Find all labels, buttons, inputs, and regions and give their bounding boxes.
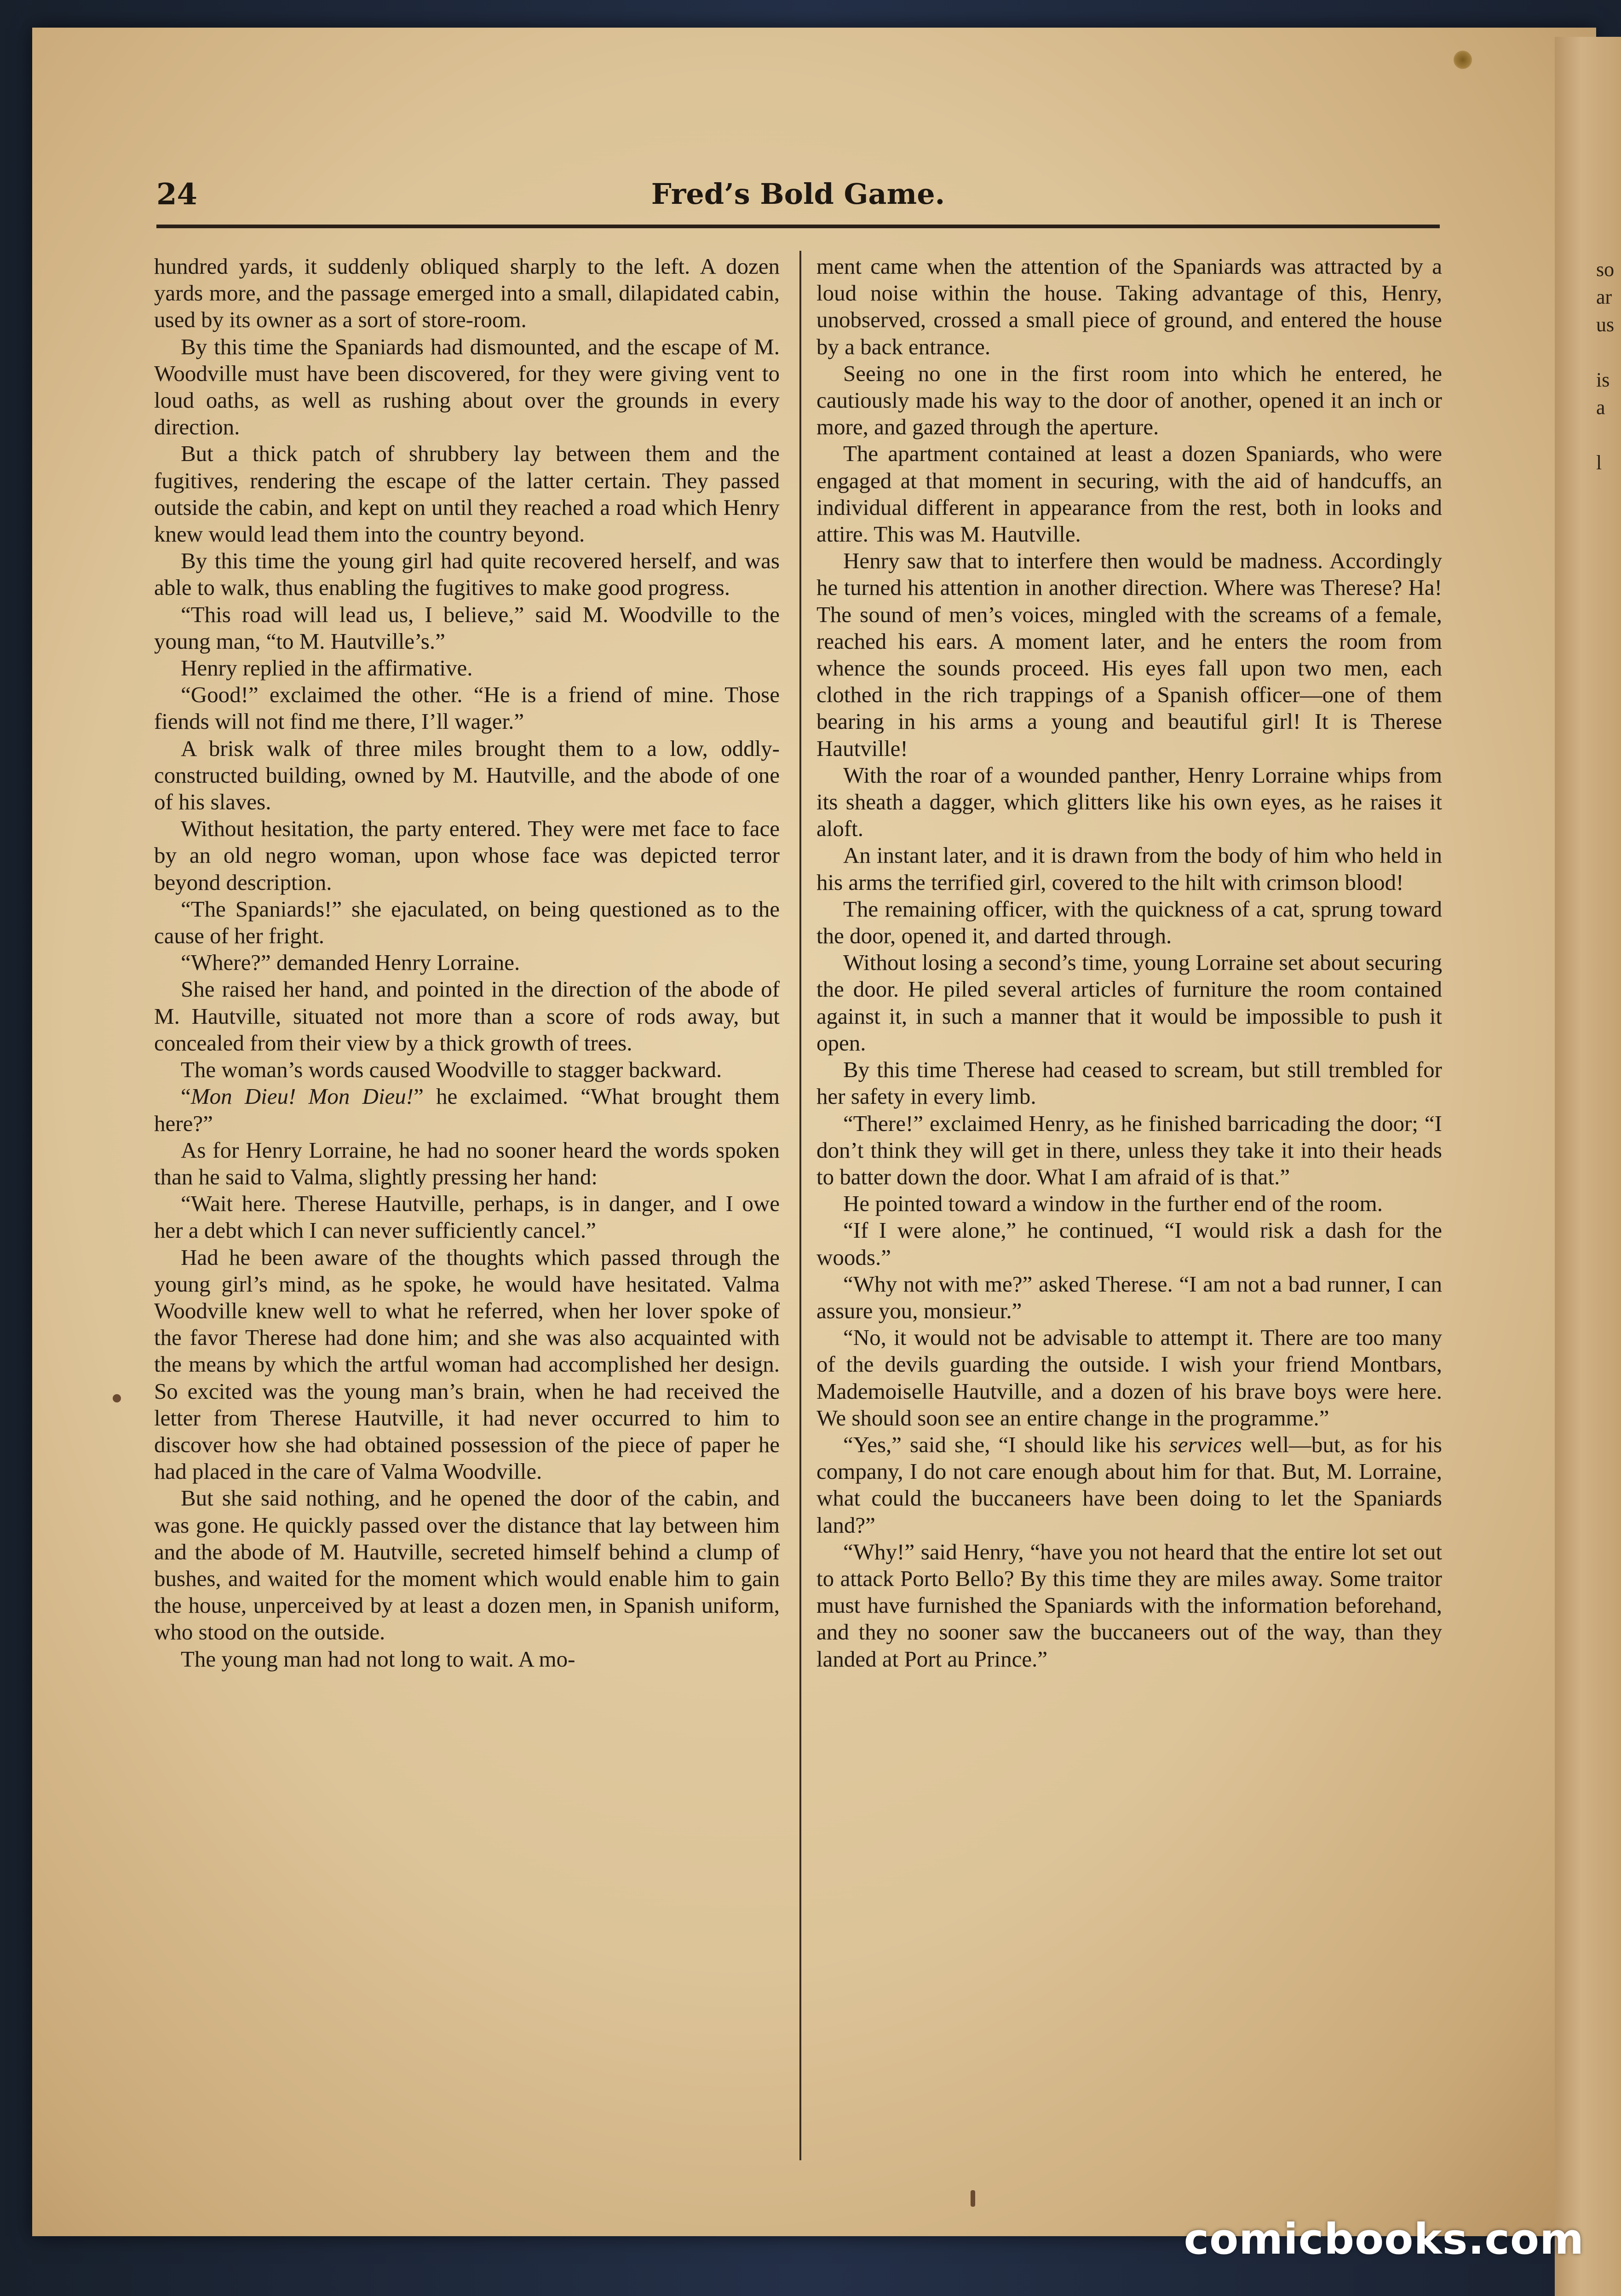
paragraph: A brisk walk of three miles brought them to a low, oddly-constructed building, owned by M. Hautville, and the abode of one of his slaves. [154, 735, 780, 815]
left-column [154, 253, 780, 1673]
paragraph: “There!” exclaimed Henry, as he finished barricading the door; “I don’t think they will get in there, unless they take it into their heads to batter down the door. What I am afraid of is that.” [816, 1110, 1442, 1189]
paragraph: As for Henry Lorraine, he had no sooner heard the words spoken than he said to Valma, slightly pressing her hand: [154, 1137, 780, 1189]
paragraph: “The Spaniards!” she ejaculated, on being questioned as to the cause of her fright. [154, 896, 780, 949]
paragraph: The woman’s words caused Woodville to stagger backward. [181, 1057, 722, 1083]
italic-phrase: Mon Dieu! Mon Dieu! [190, 1084, 414, 1109]
paragraph: Seeing no one in the first room into which he entered, he cautiously made his way to the door of another, opened it an inch or more, and gazed through the aperture. [816, 360, 1442, 440]
right-column [816, 253, 1442, 1673]
paragraph: “Where?” demanded Henry Lorraine. [181, 950, 520, 975]
paragraph: Had he been aware of the thoughts which passed through the young girl’s mind, as he spoke, he would have hesitated. Valma Woodville knew well to what he referred, when her lover spoke of the favor Therese had done him; and she was also acquainted with the means by which the artful woman had accomplished her design. So excited was the young man’s brain, when he had received the letter from Therese Hautville, it had never occurred to him to discover how she had obtained possession of the piece of paper he had placed in the care of Valma Woodville. [154, 1244, 780, 1484]
page-number: 24 [156, 177, 198, 212]
paragraph: But a thick patch of shrubbery lay between them and the fugitives, rendering the escape of the latter certain. They passed outside the cabin, and kept on until they reached a road which Henry knew would lead them into the country beyond. [154, 441, 780, 547]
watermark: comicbooks.com [1184, 2215, 1584, 2264]
paragraph: hundred yards, it suddenly obliqued sharply to the left. A dozen yards more, and the passage emerged into a small, dilapidated cabin, used by its owner as a sort of store-room. [154, 254, 780, 333]
paragraph: Henry saw that to interfere then would be madness. Accordingly he turned his attention in another direction. Where was Therese? Ha! The sound of men’s voices, mingled with the screams of a female, reached his ears. A moment later, and he enters the room from whence the sounds proceed. His eyes fall upon two men, each clothed in the rich trappings of a Spanish officer—one of them bearing in his arms a young and beautiful girl! It is Therese Hautville! [816, 548, 1442, 761]
paragraph: The apartment contained at least a dozen Spaniards, who were engaged at that moment in securing, with the aid of handcuffs, an individual different in appearance from the rest, both in looks and attire. This was M. Hautville. [816, 441, 1442, 547]
paragraph: She raised her hand, and pointed in the direction of the abode of M. Hautville, situated not more than a score of rods away, but concealed from their view by a thick growth of trees. [154, 976, 780, 1056]
paragraph: With the roar of a wounded panther, Henry Lorraine whips from its sheath a dagger, which glitters like his own eyes, as he raises it aloft. [816, 762, 1442, 842]
paragraph: An instant later, and it is drawn from the body of him who held in his arms the terrified girl, covered to the hilt with crimson blood! [816, 842, 1442, 895]
paragraph: ment came when the attention of the Spaniards was attracted by a loud noise within the house. Taking advantage of this, Henry, unobserved, crossed a small piece of ground, and entered the house by a back entrance. [816, 254, 1442, 359]
next-page-fragment: is [1596, 369, 1610, 391]
next-page-edge [1555, 37, 1621, 2296]
next-page-fragment: so [1596, 258, 1615, 281]
paragraph: The young man had not long to wait. A mo- [181, 1646, 575, 1672]
paragraph: Without hesitation, the party entered. They were met face to face by an old negro woman, upon whose face was depicted terror beyond description. [154, 816, 780, 895]
paragraph: “Why!” said Henry, “have you not heard that the entire lot set out to attack Porto Bello? By this time they are miles away. Some traitor must have furnished the Spaniards with the information beforehand, and they no sooner saw the buccaneers out of the way, than they landed at Port au Prince.” [816, 1539, 1442, 1672]
column-rule [799, 251, 801, 2160]
paragraph: “Good!” exclaimed the other. “He is a friend of mine. Those fiends will not find me there, I’ll wager.” [154, 682, 780, 734]
paragraph: By this time the Spaniards had dismounted, and the escape of M. Woodville must have been discovered, for they were giving vent to loud oaths, as well as rushing about over the grounds in every direction. [154, 334, 780, 440]
paragraph: “No, it would not be advisable to attempt it. There are too many of the devils guarding the outside. I wish your friend Montbars, Mademoiselle Hautville, and a dozen of his brave boys were here. We should soon see an entire change in the programme.” [816, 1325, 1442, 1431]
paragraph: By this time the young girl had quite recovered herself, and was able to walk, thus enabling the fugitives to make good progress. [154, 548, 780, 600]
paragraph: “This road will lead us, I believe,” said M. Woodville to the young man, “to M. Hautville’s.” [154, 601, 780, 654]
paragraph: He pointed toward a window in the further end of the room. [843, 1191, 1383, 1217]
next-page-fragment: l [1596, 451, 1602, 474]
italic-word: services [1169, 1431, 1242, 1457]
paragraph: But she said nothing, and he opened the door of the cabin, and was gone. He quickly passed over the distance that lay between him and the abode of M. Hautville, secreted himself behind a clump of bushes, and waited for the moment which would enable him to gain the house, unperceived by at least a dozen men, in Spanish uniform, who stood on the outside. [154, 1485, 780, 1645]
margin-spot [113, 1394, 121, 1402]
next-page-fragment: ar [1596, 286, 1612, 308]
next-page-fragment: a [1596, 396, 1605, 419]
paragraph: “If I were alone,” he continued, “I would risk a dash for the woods.” [816, 1217, 1442, 1270]
ink-stain [1454, 51, 1472, 69]
paragraph: “Yes,” said she, “I should like his services well—but, as for his company, I do not care enough about him for that. But, M. Lorraine, what could the buccaneers have been doing to let the Spaniards land?” [816, 1431, 1442, 1538]
paragraph: By this time Therese had ceased to scream, but still trembled for her safety in every limb. [816, 1057, 1442, 1109]
paragraph: “Wait here. Therese Hautville, perhaps, is in danger, and I owe her a debt which I can never sufficiently cancel.” [154, 1191, 780, 1243]
paragraph: “Mon Dieu! Mon Dieu!” he exclaimed. “What brought them here?” [154, 1084, 780, 1136]
next-page-fragment: us [1596, 313, 1615, 336]
page-header [156, 177, 1440, 223]
header-rule [156, 225, 1440, 228]
running-title: Fred’s Bold Game. [651, 177, 945, 211]
paragraph: Henry replied in the affirmative. [181, 655, 473, 681]
paragraph: Without losing a second’s time, young Lorraine set about securing the door. He piled several articles of furniture the room contained against it, in such a manner that it would be impossible to push it open. [816, 950, 1442, 1056]
paragraph: The remaining officer, with the quickness of a cat, sprung toward the door, opened it, and darted through. [816, 896, 1442, 949]
ink-mark [971, 2190, 975, 2207]
paragraph: “Why not with me?” asked Therese. “I am not a bad runner, I can assure you, monsieur.” [816, 1271, 1442, 1323]
